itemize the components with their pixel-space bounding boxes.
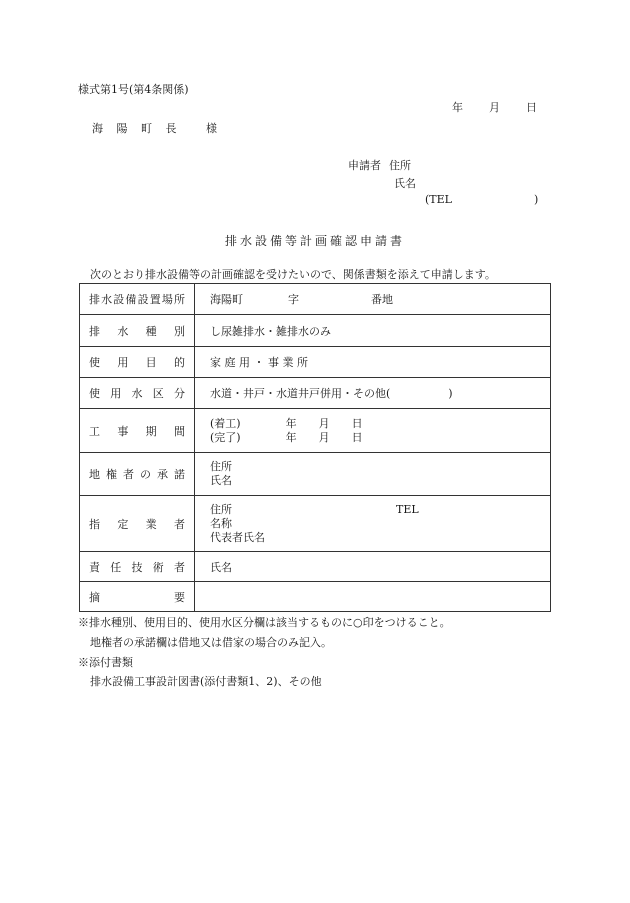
date-line: [452, 99, 537, 115]
row-purpose: [80, 347, 551, 378]
landowner-name: 氏名: [210, 474, 232, 487]
row-contractor: [80, 496, 551, 552]
start-year: 年: [285, 416, 297, 430]
end-day: 日: [351, 430, 363, 444]
banchi: 番地: [371, 293, 393, 306]
landowner-address: 住所: [210, 460, 232, 473]
start-month: 月: [318, 416, 330, 430]
date-day: 日: [526, 101, 537, 114]
attachments-heading: ※添付書類: [78, 656, 133, 669]
contractor-tel: TEL: [396, 502, 419, 516]
value-engineer[interactable]: 氏名: [195, 552, 551, 582]
town: 海陽町: [210, 293, 243, 306]
addressee: 海 陽 町 長 様: [92, 122, 222, 135]
attachments-list: 排水設備工事設計図書(添付書類1、2)、その他: [90, 675, 322, 688]
value-landowner[interactable]: [195, 453, 551, 496]
intro-text: 次のとおり排水設備等の計画確認を受けたいので、関係書類を添えて申請します。: [90, 268, 496, 281]
value-purpose[interactable]: 家 庭 用 ・ 事 業 所: [195, 347, 551, 378]
label-remarks: 摘 要: [80, 582, 195, 612]
label-engineer: 責 任 技 術 者: [80, 552, 195, 582]
end-month: 月: [318, 430, 330, 444]
contractor-company: 名称: [210, 516, 232, 530]
document-title: 排水設備等計画確認申請書: [224, 234, 405, 248]
row-water: [80, 378, 551, 409]
row-drain-type: [80, 315, 551, 347]
date-year: 年: [452, 101, 463, 114]
label-drain-type: 排 水 種 別: [80, 315, 195, 347]
tel-label: (TEL: [425, 193, 452, 206]
label-water: 使 用 水 区 分: [80, 378, 195, 409]
end-label: (完了): [210, 430, 241, 444]
note-landowner: 地権者の承諾欄は借地又は借家の場合のみ記入。: [90, 636, 332, 649]
end-year: 年: [285, 430, 297, 444]
row-landowner: [80, 453, 551, 496]
value-period[interactable]: [195, 409, 551, 453]
label-purpose: 使 用 目 的: [80, 347, 195, 378]
value-water[interactable]: [195, 378, 551, 409]
value-contractor[interactable]: [195, 496, 551, 552]
applicant-label: 申請者: [348, 159, 381, 172]
application-table: [79, 283, 551, 612]
tel-close: ): [533, 193, 539, 206]
contractor-address: 住所: [210, 502, 232, 516]
aza: 字: [288, 293, 299, 306]
date-month: 月: [489, 101, 500, 114]
address-label: 住所: [389, 159, 411, 172]
row-period: [80, 409, 551, 453]
label-location: 排水設備設置場所: [80, 284, 195, 315]
form-number: 様式第1号(第4条関係): [78, 83, 189, 96]
applicant-block: [348, 157, 538, 211]
label-contractor: 指 定 業 者: [80, 496, 195, 552]
water-options: 水道・井戸・水道井戸併用・その他(: [210, 387, 391, 400]
contractor-rep: 代表者氏名: [210, 530, 265, 544]
label-landowner: 地 権 者 の 承 諾: [80, 453, 195, 496]
row-engineer: [80, 552, 551, 582]
row-location: [80, 284, 551, 315]
value-drain-type[interactable]: し尿雑排水・雑排水のみ: [195, 315, 551, 347]
start-label: (着工): [210, 416, 241, 430]
note-marking: ※排水種別、使用目的、使用水区分欄は該当するものに○印をつけること。: [78, 616, 451, 629]
label-period: 工 事 期 間: [80, 409, 195, 453]
name-label: 氏名: [394, 177, 416, 190]
value-remarks[interactable]: [195, 582, 551, 612]
water-close: ): [448, 387, 453, 400]
row-remarks: [80, 582, 551, 612]
start-day: 日: [351, 416, 363, 430]
value-location[interactable]: [195, 284, 551, 315]
